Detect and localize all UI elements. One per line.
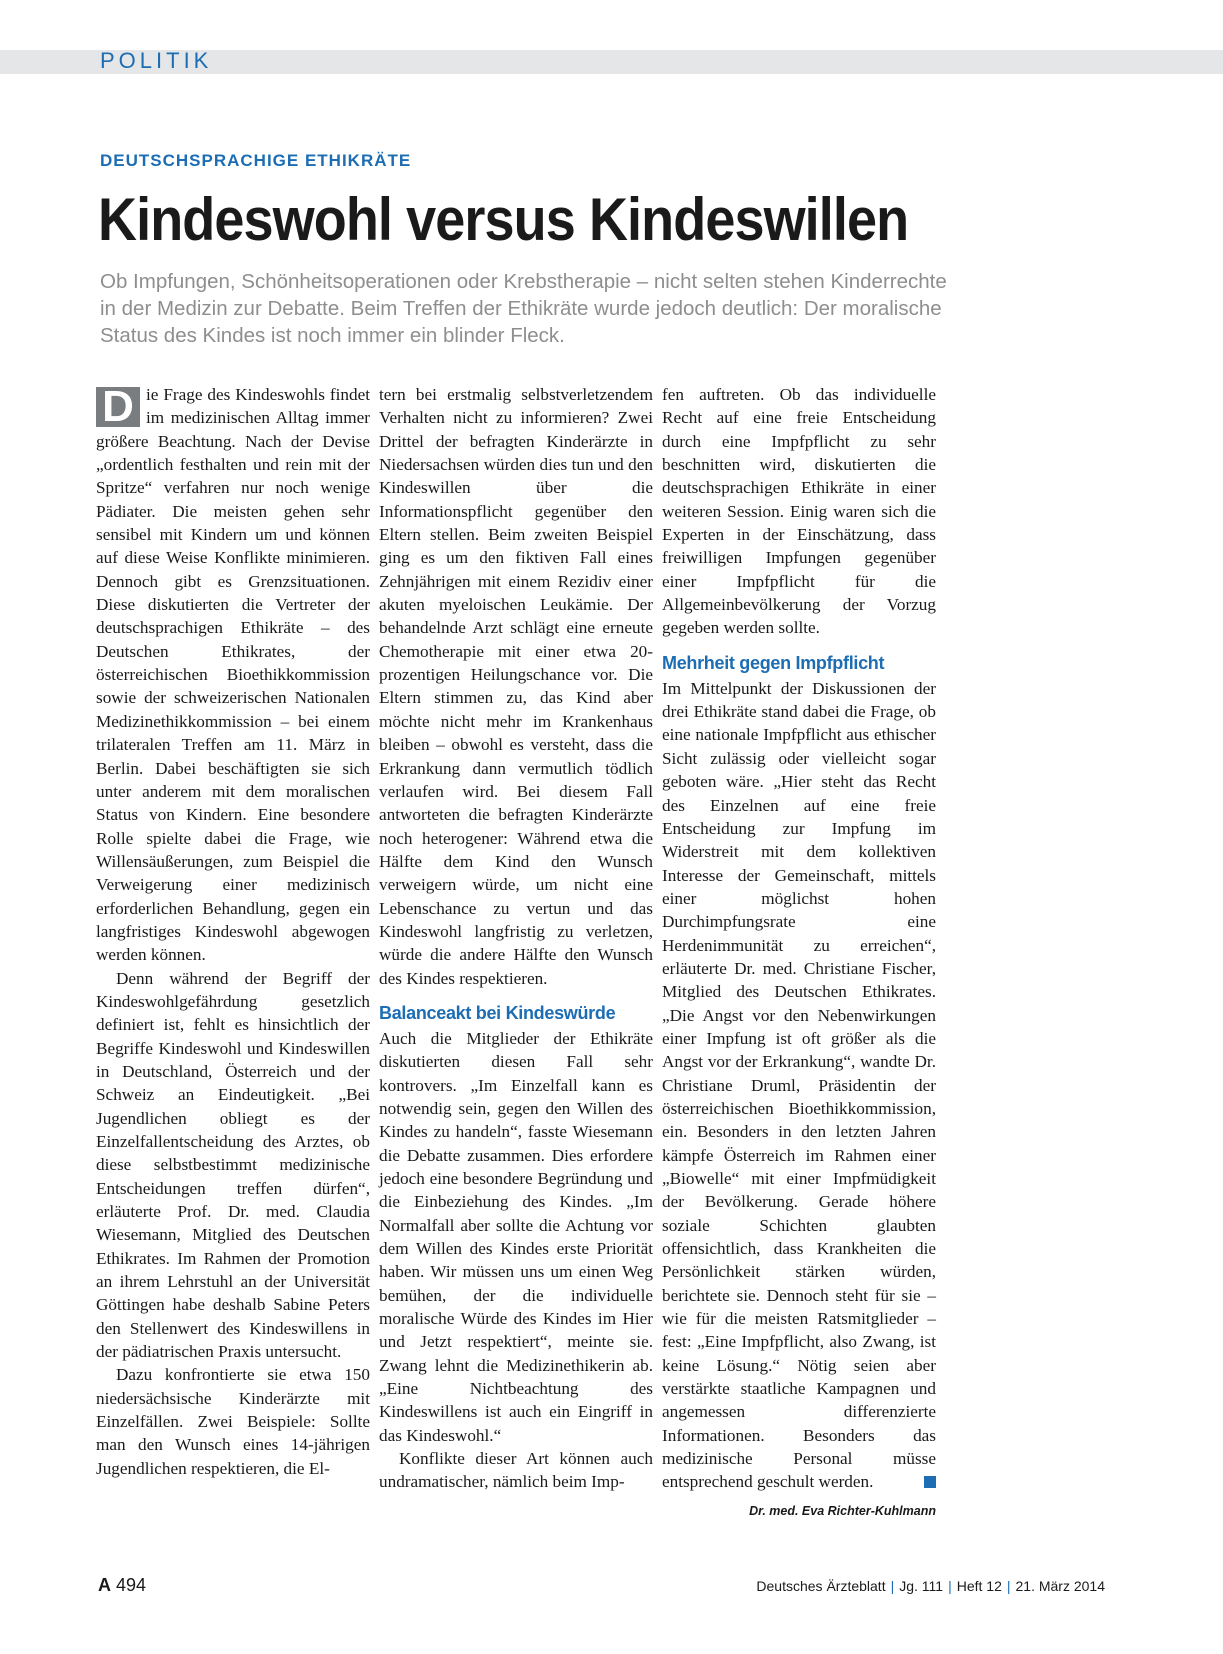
page-number-value: 494 (116, 1575, 147, 1595)
paragraph: Denn während der Begriff der Kindeswohlgefährdung gesetzlich definiert ist, fehlt es hinsichtlich der Begriffe Kindeswohl und Kindeswillen in Deutschland, Österreich und der Schweiz an Eindeutigkeit. „Bei Jugendlichen obliegt es der Einzelfallentscheidung des Arztes, ob diese selbstbestimmt medizinische Entscheidungen treffen dürfen“, erläuterte Prof. Dr. med. Claudia Wiesemann, Mitglied des Deutschen Ethikrates. Im Rahmen der Promotion an ihrem Lehrstuhl an der Universität Göttingen habe deshalb Sabine Peters den Stellenwert des Kindeswillens in der pädiatrischen Praxis untersucht. (96, 968, 370, 1362)
subheading: Mehrheit gegen Impfpflicht (662, 652, 885, 673)
page-prefix: A (98, 1575, 111, 1595)
article-kicker: DEUTSCHSPRACHIGE ETHIKRÄTE (100, 151, 412, 170)
article-column-2 (379, 383, 653, 1494)
paragraph: Konflikte dieser Art können auch undramatischer, nämlich beim Imp- (379, 1449, 653, 1492)
paragraph: fen auftreten. Ob das individuelle Recht auf eine freie Entscheidung durch eine Impfpflicht zu sehr beschnitten wird, diskutierten die deutschsprachigen Ethikräte in einer weiteren Session. Einig waren sich die Experten in der Einschätzung, dass freiwilligen Impfungen gegenüber einer Impfpflicht für die Allgemeinbevölkerung der Vorzug gegeben werden sollte. (662, 385, 936, 638)
separator: | (890, 1578, 895, 1594)
journal-date: 21. März 2014 (1015, 1578, 1105, 1594)
journal-issue: Heft 12 (956, 1578, 1002, 1594)
end-mark-icon (924, 1476, 936, 1488)
subheading: Balanceakt bei Kindeswürde (379, 1002, 616, 1023)
paragraph-text: Im Mittelpunkt der Diskussionen der drei Ethikräte stand dabei die Frage, ob eine nationale Impfpflicht aus ethischer Sicht zulässig oder vielleicht sogar geboten wäre. „Hier steht das Recht des Einzelnen auf eine freie Entscheidung zur Impfung im Widerstreit mit dem kollektiven Interesse der Gemeinschaft, mittels einer möglichst hohen Durchimpfungsrate eine Herdenimmunität zu erreichen“, erläuterte Dr. med. Christiane Fischer, Mitglied des Deutschen Ethikrates. „Die Angst vor den Nebenwirkungen einer Impfung ist oft größer als die Angst vor der Erkrankung“, wandte Dr. Christiane Druml, Präsidentin der österreichischen Bioethikkommission, ein. Besonders in den letzten Jahren kämpfe Österreich im Rahmen einer „Biowelle“ mit einer Impfmüdigkeit der Bevölkerung. Gerade höhere soziale Schichten glaubten offensichtlich, dass Krankheiten die Persönlichkeit stärken würden, berichtete sie. Dennoch steht für sie – wie für die meisten Ratsmitglieder – fest: „Eine Impfpflicht, also Zwang, ist keine Lösung.“ Nötig seien aber verstärkte staatliche Kampagnen und angemessen differenzierte Informationen. Besonders das medizinische Personal müsse entsprechend geschult werden. (662, 678, 936, 1492)
section-label: POLITIK (100, 48, 213, 73)
author-byline: Dr. med. Eva Richter-Kuhlmann (749, 1503, 936, 1518)
article-column-1 (96, 383, 370, 1480)
article-lead: Ob Impfungen, Schönheitsoperationen oder Krebstherapie – nicht selten stehen Kinderrechte in der Medizin zur Debatte. Beim Treffen der Ethikräte wurde jedoch deutlich: Der moralische Status des Kindes ist noch immer ein blinder Fleck. (100, 270, 947, 347)
drop-cap: D (96, 387, 140, 427)
paragraph: Dazu konfrontierte sie etwa 150 niedersächsische Kinderärzte mit Einzelfällen. Zwei Beispiele: Sollte man den Wunsch eines 14-jährigen Jugendlichen respektieren, die El- (96, 1365, 370, 1478)
page-number (98, 1575, 146, 1596)
journal-volume: Jg. 111 (899, 1578, 944, 1594)
journal-info (756, 1578, 1105, 1594)
paragraph-text: ie Frage des Kindeswohls findet im medizinischen Alltag immer größere Beachtung. Nach der Devise „ordentlich festhalten und rein mit der Spritze“ verfahren nur noch wenige Pädiater. Die meisten gehen sehr sensibel mit Kindern um und können auf diese Weise Konflikte minimieren. Dennoch gibt es Grenzsituationen. Diese diskutierten die Vertreter der deutschsprachigen Ethikräte – des Deutschen Ethikrates, der österreichischen Bioethikkommission sowie der schweizerischen Nationalen Medizinethikkommission – bei einem trilateralen Treffen am 11. März in Berlin. Dabei beschäftigten sie sich unter anderem mit dem moralischen Status von Kindern. Eine besondere Rolle spielte dabei die Frage, wie Willensäußerungen, zum Beispiel die Verweigerung einer medizinisch erforderlichen Behandlung, gegen ein langfristiges Kindeswohl abgewogen werden können. (96, 385, 370, 965)
paragraph: Auch die Mitglieder der Ethikräte diskutierten diesen Fall sehr kontrovers. „Im Einzelfall kann es notwendig sein, gegen den Willen des Kindes zu handeln“, fasste Wiesemann die Debatte zusammen. Dies erfordere jedoch eine besondere Begründung und die Einbeziehung des Kindes. „Im Normalfall aber sollte die Achtung vor dem Willen des Kindes erste Priorität haben. Wir müssen uns um einen Weg bemühen, der die individuelle moralische Würde des Kindes im Hier und Jetzt respektiert“, meinte sie. Zwang lehnt die Medizinethikerin ab. „Eine Nichtbeachtung des Kindeswillens ist auch ein Eingriff in das Kindeswohl.“ (379, 1028, 653, 1445)
paragraph (96, 383, 370, 967)
paragraph (662, 677, 936, 1494)
journal-name: Deutsches Ärzteblatt (756, 1578, 886, 1594)
article-column-3 (662, 383, 936, 1523)
separator: | (948, 1578, 952, 1594)
paragraph: tern bei erstmalig selbstverletzendem Verhalten nicht zu informieren? Zwei Drittel der befragten Kinderärzte in Niedersachsen würden dies tun und den Kindeswillen über die Informationspflicht gegenüber den Eltern stellen. Beim zweiten Beispiel ging es um den fiktiven Fall eines Zehnjährigen mit einem Rezidiv einer akuten myeloischen Leukämie. Der behandelnde Arzt schlägt eine erneute Chemotherapie mit einer etwa 20-prozentigen Heilungschance vor. Die Eltern stimmen zu, das Kind aber möchte nicht mehr im Krankenhaus bleiben – obwohl es versteht, dass die Erkrankung dann vermutlich tödlich verlaufen wird. Bei diesem Fall antworteten die befragten Kinderärzte noch heterogener: Während etwa die Hälfte dem Kind den Wunsch verweigern würde, um nicht eine Lebenschance zu vertun und das Kindeswohl langfristig zu verletzen, würde die andere Hälfte den Wunsch des Kindes respektieren. (379, 385, 653, 988)
article-title: Kindeswohl versus Kindeswillen (98, 186, 909, 253)
separator: | (1006, 1578, 1011, 1594)
